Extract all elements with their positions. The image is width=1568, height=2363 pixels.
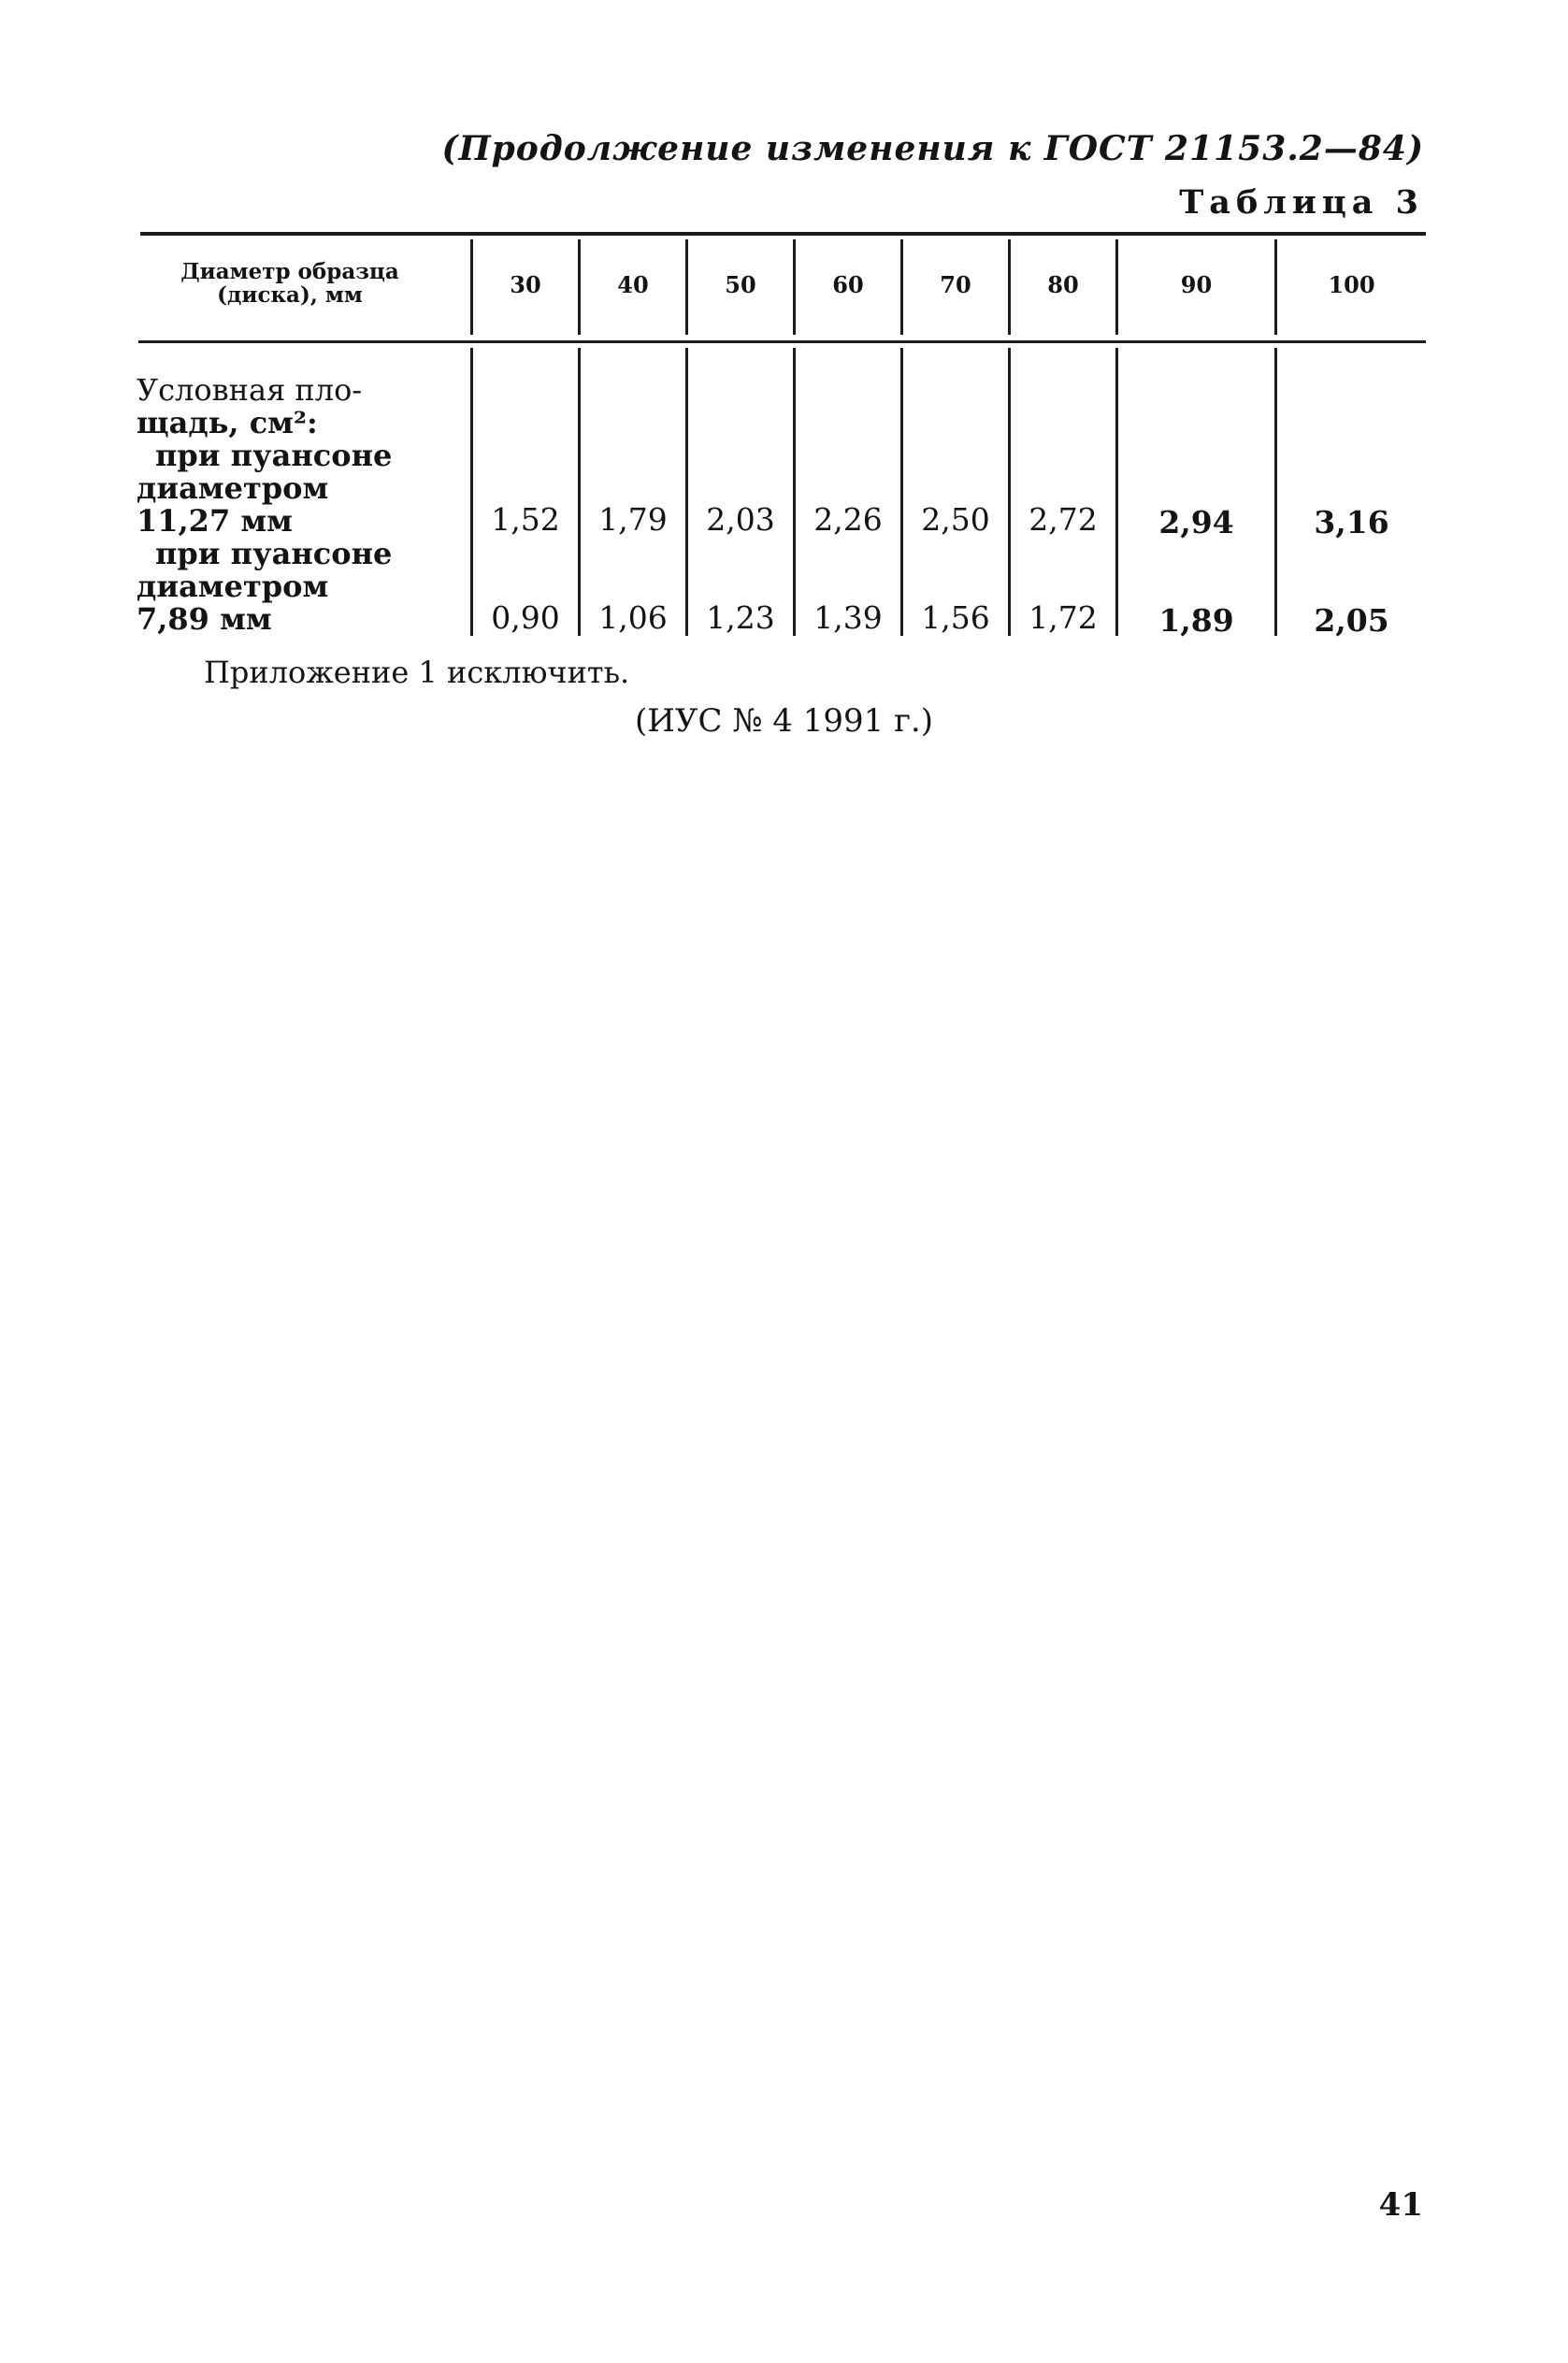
table-cell-value: 1,06 <box>598 599 668 636</box>
column-divider <box>793 348 796 636</box>
table-cell-value: 2,94 <box>1158 504 1234 540</box>
table-cell-value: 1,79 <box>598 501 668 538</box>
row-label-line: при пуансоне <box>155 438 393 473</box>
table-top-rule <box>140 232 1426 236</box>
table-cell-value: 1,56 <box>921 599 990 636</box>
column-divider <box>1274 348 1277 636</box>
row-label-line: диаметром <box>137 569 329 604</box>
table-cell-value: 1,39 <box>813 599 883 636</box>
header-label-line: Диаметр образца <box>180 259 399 284</box>
row-label-line: при пуансоне <box>155 536 393 571</box>
table-cell-value: 1,23 <box>706 599 775 636</box>
table-header-rule <box>138 340 1426 343</box>
column-divider <box>1115 348 1118 636</box>
table-cell-value: 1,52 <box>491 501 560 538</box>
table-cell-value: 1,72 <box>1029 599 1098 636</box>
table-cell-value: 1,89 <box>1158 602 1234 639</box>
note-text: Приложение 1 исключить. <box>204 655 630 690</box>
column-divider <box>1008 348 1011 636</box>
row-label-line: диаметром <box>137 470 329 506</box>
row-label-line: щадь, см²: <box>137 405 318 440</box>
header-cell-diameter: 30 <box>510 271 541 298</box>
header-label <box>140 260 439 307</box>
table-cell-value: 0,90 <box>491 599 560 636</box>
table-label: Таблица 3 <box>1179 183 1424 222</box>
page-number: 41 <box>1378 2186 1423 2224</box>
header-cell-diameter: 80 <box>1047 271 1079 298</box>
header-cell-diameter: 100 <box>1328 271 1375 298</box>
table-cell-value: 2,50 <box>921 501 990 538</box>
reference-text: (ИУС № 4 1991 г.) <box>635 702 933 740</box>
table-cell-value: 2,72 <box>1029 501 1098 538</box>
table-cell-value: 2,05 <box>1314 602 1389 639</box>
row-label-line: 11,27 мм <box>137 503 293 539</box>
table-cell-value: 3,16 <box>1314 504 1389 540</box>
row-label-line: 7,89 мм <box>137 601 272 637</box>
row-label-line: Условная пло- <box>137 372 363 408</box>
column-divider <box>900 348 903 636</box>
table-cell-value: 2,26 <box>813 501 883 538</box>
header-cell-diameter: 90 <box>1180 271 1213 298</box>
column-divider <box>470 348 473 636</box>
header-label-line: (диска), мм <box>217 282 363 308</box>
header-cell-diameter: 40 <box>617 271 649 298</box>
continuation-title: (Продолжение изменения к ГОСТ 21153.2—84) <box>441 129 1424 168</box>
header-cell-diameter: 70 <box>940 271 971 298</box>
column-divider <box>685 348 688 636</box>
header-cell-diameter: 50 <box>725 271 756 298</box>
column-divider <box>578 348 581 636</box>
header-cell-diameter: 60 <box>832 271 864 298</box>
table-cell-value: 2,03 <box>706 501 775 538</box>
